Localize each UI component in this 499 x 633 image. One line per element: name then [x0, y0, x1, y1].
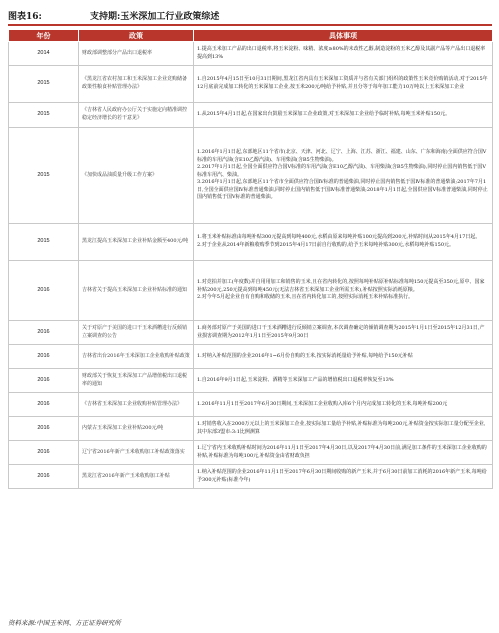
details-cell [194, 66, 493, 103]
table-row [9, 261, 493, 321]
detail-paragraph: 1.从2015年4月1日起,在国家出台鼓励玉米深加工企业政策,对玉米深加工企业给予临时补贴,每吨玉米补贴150元。 [197, 111, 451, 118]
year-cell: 2014 [9, 42, 79, 66]
table-row [9, 66, 493, 103]
details-cell [194, 417, 493, 441]
year-cell: 2015 [9, 103, 79, 128]
table-row [9, 128, 493, 224]
year-cell: 2015 [9, 224, 79, 261]
table-row [9, 345, 493, 369]
policy-cell: 黑龙江提高玉米深加工企业补贴金额至400元/吨 [79, 224, 194, 261]
detail-paragraph: 1.2016年11月1日至2017年6月30日期间,玉米深加工企业收购入库6个月内完成加工转化的玉米,每吨补贴200元 [197, 400, 448, 407]
policy-cell: 《黑龙江省农村加工和玉米深加工企业竞购储备政策性粮食补贴管理办法》 [79, 66, 194, 103]
details-cell [194, 465, 493, 489]
policy-cell: 吉林省关于提高玉米深加工企业补贴标准的通知 [79, 261, 194, 321]
detail-paragraph: 2.对于企业从2014年新粮收购季节到2015年4月17日前自行收购的,给予玉米每吨补贴300元,水稻每吨补贴150元。 [197, 242, 455, 248]
table-body [9, 42, 493, 489]
policy-cell: 关于对原产于美国的进口干玉米酒糟进行反倾销立案调查的公告 [79, 321, 194, 345]
policy-cell: 黑龙江省2016年新产玉米收购加工补贴 [79, 465, 194, 489]
detail-paragraph: 1.对竞拍并加工(年度数)并自用用加工和销售的玉米,且在省内转化的,按照每吨补贴原补贴标准每吨150元提高至350元,原中、国家补贴200元,250元提高到每吨450元(无法吉林省玉米深加工企业所需玉米),补贴按照实际消耗原粮。 [197, 279, 485, 293]
col-header-policy: 政策 [79, 30, 194, 42]
year-cell: 2015 [9, 66, 79, 103]
details-cell [194, 441, 493, 465]
year-cell: 2016 [9, 417, 79, 441]
details-cell [194, 345, 493, 369]
table-row [9, 441, 493, 465]
col-header-year: 年份 [9, 30, 79, 42]
policy-cell: 财政部关于恢复玉米深加工产品增值税出口退税率的通知 [79, 369, 194, 393]
policy-table [8, 29, 493, 489]
year-cell: 2016 [9, 261, 79, 321]
figure-title: 支持期:玉米深加工行业政策综述 [90, 12, 220, 22]
detail-paragraph: 1.纳入补贴范围的企业2016年11月1日至2017年6月30日期间收购的新产玉米,并于6月30日前加工消耗的2016年新产玉米,每吨给予300元补贴(标准今年) [197, 468, 487, 483]
detail-paragraph: 1.商务部对原产于美国的进口干玉米酒糟进行反倾销立案调查,本次调查确定的倾销调查期为2015年1月1日至2015年12月31日,产业损害调查期为2012年1月1日至2015年9月30日 [197, 324, 485, 339]
year-cell: 2016 [9, 321, 79, 345]
details-cell [194, 128, 493, 224]
detail-paragraph: 1.将玉米补贴标准由每吨补贴300元提高到每吨400元,水稻由原来每吨补贴100元提高到200元,补贴时间从2015年4月17日起。 [197, 234, 481, 241]
details-cell [194, 393, 493, 417]
detail-paragraph: 2.2017年1月1日起,全国全面供应符合国Ⅴ标准的车用汽油(含E10乙醇汽油)、车用柴油(含B5生物柴油),同时停止国内销售低于国Ⅴ标准车用汽、柴油。 [197, 164, 486, 178]
detail-paragraph: 1.对销售收入在2000万元以上的玉米深加工企业,按实际加工量给予补贴,补贴标准为每吨200元,补贴资金按实际加工量分配至企业,其中东部3盟市:3:1比例测算 [197, 420, 486, 435]
year-cell: 2016 [9, 369, 79, 393]
year-cell: 2016 [9, 345, 79, 369]
figure-label: 图表16: [8, 12, 42, 22]
policy-cell: 辽宁省2016年新产玉米收购加工补贴政策落实 [79, 441, 194, 465]
details-cell [194, 369, 493, 393]
year-cell: 2016 [9, 393, 79, 417]
col-header-details: 具体事项 [194, 30, 493, 42]
table-row [9, 417, 493, 441]
policy-cell: 吉林省出台2016年玉米深加工企业收购补贴政策 [79, 345, 194, 369]
detail-paragraph: 1.对纳入补贴范围的企业2016年1~6月份自购的玉米,按实际消耗量给予补贴,每吨给予150元补贴 [197, 352, 413, 359]
detail-paragraph: 1.2016年1月1日起,东部地区11个省市(北京、天津、河北、辽宁、上海、江苏、浙江、福建、山东、广东和海南)全面供应符合国Ⅴ标准的车用汽油(含E10乙醇汽油)、车用柴油(含B5生物柴油)。 [197, 148, 487, 163]
details-cell [194, 42, 493, 66]
detail-paragraph: 1.提高玉米加工产品的出口退税率,将玉米淀粉、味精、浓度≥80%的未改性乙醇,制造淀粉的玉米乙醇及其副产品等产品出口退税率提高到13% [197, 45, 486, 60]
table-row [9, 103, 493, 128]
table-row [9, 369, 493, 393]
policy-cell: 财政部调整部分产品出口退税率 [79, 42, 194, 66]
policy-cell: 《吉林省玉米深加工企业收购补贴管理办法》 [79, 393, 194, 417]
detail-paragraph: 1.自2016年9月1日起,玉米淀粉、酒精等玉米深加工产品的增值税出口退税率恢复至13% [197, 376, 394, 383]
page [8, 4, 492, 489]
figure-title-bar [8, 4, 492, 26]
detail-paragraph: 3.2016年1月1日起,东部地区11个省市全面供应符合国Ⅳ标准的普通柴油,同时停止国内销售低于国Ⅳ标准的普通柴油;2017年7月1日,全国全面供应国Ⅳ标准普通柴油,同时停止国内销售低于国Ⅳ标准普通柴油;2018年1月1日起,全国供应国Ⅴ标准普通柴油,同时停止国内销售低于国Ⅴ标准的普通柴油。 [197, 179, 488, 201]
table-row [9, 393, 493, 417]
table-row [9, 224, 493, 261]
details-cell [194, 321, 493, 345]
table-row [9, 465, 493, 489]
year-cell: 2015 [9, 128, 79, 224]
details-cell [194, 103, 493, 128]
year-cell: 2016 [9, 465, 79, 489]
table-row [9, 42, 493, 66]
source-note: 资料来源:中国玉米网、方正证券研究所 [8, 619, 121, 627]
detail-paragraph: 1.自2015年4月15日至10月31日期间,黑龙江省内具有玉米深加工资质并与省有关部门组织的政策性玉米竞价购销活动,对于2015年12月底前完成加工转化的玉米深加工企业,按玉米200元/吨给予补贴,并且分等于每年加工能力10万吨以上玉米深加工企业 [197, 76, 488, 90]
table-row [9, 321, 493, 345]
policy-cell: 《吉林省人民政府办公厅关于实施定向精准调控稳定经济增长的若干意见》 [79, 103, 194, 128]
details-cell [194, 261, 493, 321]
table-header-row [9, 30, 493, 42]
policy-cell: 内蒙古玉米深加工企业补贴200元/吨 [79, 417, 194, 441]
year-cell: 2016 [9, 441, 79, 465]
detail-paragraph: 1.辽宁省内玉米收购补贴时间为2016年11月1日至2017年4月30日,以及2017年4月30日前,满足加工条件的玉米深加工企业收购的补贴,补贴标准为每吨100元,补贴资金由省财政负担 [197, 444, 487, 459]
details-cell [194, 224, 493, 261]
policy-cell: 《加快成品油质量升级工作方案》 [79, 128, 194, 224]
detail-paragraph: 2.对今年5月起企业自有自购和收储的玉米,且在省内转化加工的,按照实际消耗玉米补贴标准执行。 [197, 294, 414, 301]
